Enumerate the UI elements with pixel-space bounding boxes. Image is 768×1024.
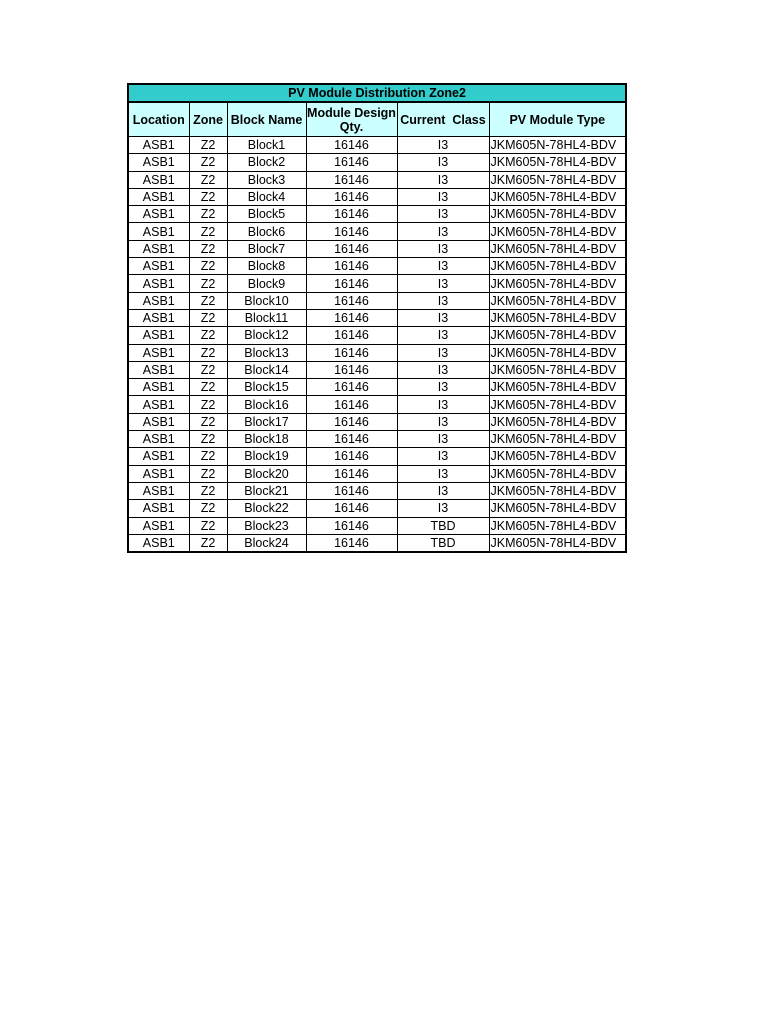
- table-row: [128, 206, 626, 223]
- cell-location: ASB1: [128, 171, 189, 188]
- cell-current-class: I3: [397, 448, 489, 465]
- table-row: [128, 327, 626, 344]
- cell-module-design-qty: 16146: [306, 534, 397, 552]
- cell-block-name: Block21: [227, 482, 306, 499]
- cell-current-class: TBD: [397, 517, 489, 534]
- cell-current-class: I3: [397, 171, 489, 188]
- cell-block-name: Block18: [227, 431, 306, 448]
- table-row: [128, 154, 626, 171]
- table-title: PV Module Distribution Zone2: [128, 84, 626, 102]
- cell-location: ASB1: [128, 137, 189, 154]
- cell-location: ASB1: [128, 309, 189, 326]
- cell-pv-module-type: JKM605N-78HL4-BDV: [489, 171, 626, 188]
- cell-zone: Z2: [189, 465, 227, 482]
- table-row: [128, 188, 626, 205]
- table-row: [128, 396, 626, 413]
- cell-module-design-qty: 16146: [306, 344, 397, 361]
- cell-module-design-qty: 16146: [306, 327, 397, 344]
- cell-block-name: Block19: [227, 448, 306, 465]
- cell-module-design-qty: 16146: [306, 240, 397, 257]
- header-pv-module-type: PV Module Type: [489, 102, 626, 137]
- cell-current-class: TBD: [397, 534, 489, 552]
- table-row: [128, 517, 626, 534]
- cell-current-class: I3: [397, 258, 489, 275]
- cell-pv-module-type: JKM605N-78HL4-BDV: [489, 465, 626, 482]
- cell-location: ASB1: [128, 482, 189, 499]
- cell-module-design-qty: 16146: [306, 431, 397, 448]
- cell-module-design-qty: 16146: [306, 137, 397, 154]
- cell-current-class: I3: [397, 344, 489, 361]
- cell-current-class: I3: [397, 465, 489, 482]
- cell-location: ASB1: [128, 431, 189, 448]
- cell-module-design-qty: 16146: [306, 188, 397, 205]
- table-row: [128, 465, 626, 482]
- cell-zone: Z2: [189, 448, 227, 465]
- cell-block-name: Block7: [227, 240, 306, 257]
- cell-block-name: Block4: [227, 188, 306, 205]
- cell-location: ASB1: [128, 258, 189, 275]
- cell-block-name: Block24: [227, 534, 306, 552]
- cell-current-class: I3: [397, 275, 489, 292]
- cell-location: ASB1: [128, 206, 189, 223]
- cell-block-name: Block6: [227, 223, 306, 240]
- cell-pv-module-type: JKM605N-78HL4-BDV: [489, 154, 626, 171]
- cell-pv-module-type: JKM605N-78HL4-BDV: [489, 206, 626, 223]
- cell-block-name: Block14: [227, 361, 306, 378]
- cell-zone: Z2: [189, 327, 227, 344]
- cell-pv-module-type: JKM605N-78HL4-BDV: [489, 188, 626, 205]
- cell-block-name: Block3: [227, 171, 306, 188]
- cell-module-design-qty: 16146: [306, 517, 397, 534]
- cell-pv-module-type: JKM605N-78HL4-BDV: [489, 448, 626, 465]
- cell-current-class: I3: [397, 206, 489, 223]
- cell-module-design-qty: 16146: [306, 361, 397, 378]
- cell-block-name: Block17: [227, 413, 306, 430]
- cell-location: ASB1: [128, 292, 189, 309]
- cell-location: ASB1: [128, 327, 189, 344]
- cell-module-design-qty: 16146: [306, 465, 397, 482]
- cell-current-class: I3: [397, 292, 489, 309]
- table-row: [128, 379, 626, 396]
- cell-current-class: I3: [397, 188, 489, 205]
- cell-current-class: I3: [397, 482, 489, 499]
- cell-location: ASB1: [128, 448, 189, 465]
- cell-block-name: Block2: [227, 154, 306, 171]
- cell-current-class: I3: [397, 137, 489, 154]
- cell-zone: Z2: [189, 240, 227, 257]
- cell-module-design-qty: 16146: [306, 396, 397, 413]
- cell-block-name: Block9: [227, 275, 306, 292]
- cell-current-class: I3: [397, 379, 489, 396]
- cell-block-name: Block5: [227, 206, 306, 223]
- header-block-name: Block Name: [227, 102, 306, 137]
- header-row: [128, 102, 626, 137]
- cell-block-name: Block16: [227, 396, 306, 413]
- cell-current-class: I3: [397, 396, 489, 413]
- cell-module-design-qty: 16146: [306, 413, 397, 430]
- cell-zone: Z2: [189, 154, 227, 171]
- title-row: [128, 84, 626, 102]
- table-row: [128, 223, 626, 240]
- cell-pv-module-type: JKM605N-78HL4-BDV: [489, 344, 626, 361]
- cell-zone: Z2: [189, 258, 227, 275]
- cell-zone: Z2: [189, 137, 227, 154]
- cell-pv-module-type: JKM605N-78HL4-BDV: [489, 534, 626, 552]
- table-row: [128, 448, 626, 465]
- cell-zone: Z2: [189, 171, 227, 188]
- cell-block-name: Block23: [227, 517, 306, 534]
- cell-pv-module-type: JKM605N-78HL4-BDV: [489, 258, 626, 275]
- cell-zone: Z2: [189, 206, 227, 223]
- cell-current-class: I3: [397, 240, 489, 257]
- cell-block-name: Block22: [227, 500, 306, 517]
- cell-module-design-qty: 16146: [306, 500, 397, 517]
- cell-current-class: I3: [397, 500, 489, 517]
- cell-zone: Z2: [189, 292, 227, 309]
- cell-block-name: Block10: [227, 292, 306, 309]
- cell-location: ASB1: [128, 344, 189, 361]
- cell-module-design-qty: 16146: [306, 223, 397, 240]
- table-row: [128, 500, 626, 517]
- cell-current-class: I3: [397, 223, 489, 240]
- cell-zone: Z2: [189, 361, 227, 378]
- cell-module-design-qty: 16146: [306, 171, 397, 188]
- cell-pv-module-type: JKM605N-78HL4-BDV: [489, 309, 626, 326]
- header-module-design-qty: Module Design Qty.: [306, 102, 397, 137]
- cell-module-design-qty: 16146: [306, 206, 397, 223]
- cell-location: ASB1: [128, 379, 189, 396]
- header-current-class: Current Class: [397, 102, 489, 137]
- cell-module-design-qty: 16146: [306, 154, 397, 171]
- cell-block-name: Block1: [227, 137, 306, 154]
- cell-module-design-qty: 16146: [306, 448, 397, 465]
- cell-current-class: I3: [397, 327, 489, 344]
- table-row: [128, 240, 626, 257]
- cell-current-class: I3: [397, 154, 489, 171]
- cell-current-class: I3: [397, 431, 489, 448]
- table-row: [128, 137, 626, 154]
- cell-zone: Z2: [189, 188, 227, 205]
- cell-pv-module-type: JKM605N-78HL4-BDV: [489, 431, 626, 448]
- cell-zone: Z2: [189, 344, 227, 361]
- cell-module-design-qty: 16146: [306, 482, 397, 499]
- cell-pv-module-type: JKM605N-78HL4-BDV: [489, 223, 626, 240]
- cell-location: ASB1: [128, 154, 189, 171]
- table-row: [128, 171, 626, 188]
- cell-current-class: I3: [397, 361, 489, 378]
- cell-location: ASB1: [128, 275, 189, 292]
- cell-zone: Z2: [189, 500, 227, 517]
- cell-module-design-qty: 16146: [306, 292, 397, 309]
- table-row: [128, 431, 626, 448]
- cell-pv-module-type: JKM605N-78HL4-BDV: [489, 240, 626, 257]
- cell-pv-module-type: JKM605N-78HL4-BDV: [489, 413, 626, 430]
- table-row: [128, 258, 626, 275]
- cell-pv-module-type: JKM605N-78HL4-BDV: [489, 379, 626, 396]
- cell-block-name: Block8: [227, 258, 306, 275]
- cell-pv-module-type: JKM605N-78HL4-BDV: [489, 292, 626, 309]
- cell-zone: Z2: [189, 431, 227, 448]
- cell-module-design-qty: 16146: [306, 275, 397, 292]
- cell-pv-module-type: JKM605N-78HL4-BDV: [489, 517, 626, 534]
- cell-location: ASB1: [128, 413, 189, 430]
- table-row: [128, 361, 626, 378]
- table-row: [128, 482, 626, 499]
- table-row: [128, 309, 626, 326]
- cell-block-name: Block12: [227, 327, 306, 344]
- table-row: [128, 534, 626, 552]
- header-location: Location: [128, 102, 189, 137]
- cell-zone: Z2: [189, 379, 227, 396]
- cell-location: ASB1: [128, 223, 189, 240]
- cell-zone: Z2: [189, 309, 227, 326]
- cell-zone: Z2: [189, 517, 227, 534]
- cell-location: ASB1: [128, 188, 189, 205]
- cell-pv-module-type: JKM605N-78HL4-BDV: [489, 275, 626, 292]
- cell-zone: Z2: [189, 482, 227, 499]
- cell-location: ASB1: [128, 465, 189, 482]
- table-row: [128, 292, 626, 309]
- cell-location: ASB1: [128, 517, 189, 534]
- table-row: [128, 413, 626, 430]
- cell-location: ASB1: [128, 500, 189, 517]
- cell-pv-module-type: JKM605N-78HL4-BDV: [489, 361, 626, 378]
- table-row: [128, 344, 626, 361]
- cell-zone: Z2: [189, 223, 227, 240]
- cell-current-class: I3: [397, 309, 489, 326]
- cell-block-name: Block11: [227, 309, 306, 326]
- cell-pv-module-type: JKM605N-78HL4-BDV: [489, 482, 626, 499]
- cell-pv-module-type: JKM605N-78HL4-BDV: [489, 500, 626, 517]
- header-zone: Zone: [189, 102, 227, 137]
- cell-module-design-qty: 16146: [306, 309, 397, 326]
- cell-location: ASB1: [128, 240, 189, 257]
- cell-module-design-qty: 16146: [306, 379, 397, 396]
- cell-block-name: Block15: [227, 379, 306, 396]
- cell-pv-module-type: JKM605N-78HL4-BDV: [489, 396, 626, 413]
- cell-location: ASB1: [128, 396, 189, 413]
- table-row: [128, 275, 626, 292]
- pv-module-distribution-table: [127, 83, 627, 553]
- cell-module-design-qty: 16146: [306, 258, 397, 275]
- cell-zone: Z2: [189, 413, 227, 430]
- cell-current-class: I3: [397, 413, 489, 430]
- cell-location: ASB1: [128, 361, 189, 378]
- cell-zone: Z2: [189, 396, 227, 413]
- table-body: [128, 137, 626, 553]
- cell-block-name: Block20: [227, 465, 306, 482]
- cell-zone: Z2: [189, 275, 227, 292]
- cell-zone: Z2: [189, 534, 227, 552]
- cell-block-name: Block13: [227, 344, 306, 361]
- cell-pv-module-type: JKM605N-78HL4-BDV: [489, 137, 626, 154]
- cell-pv-module-type: JKM605N-78HL4-BDV: [489, 327, 626, 344]
- cell-location: ASB1: [128, 534, 189, 552]
